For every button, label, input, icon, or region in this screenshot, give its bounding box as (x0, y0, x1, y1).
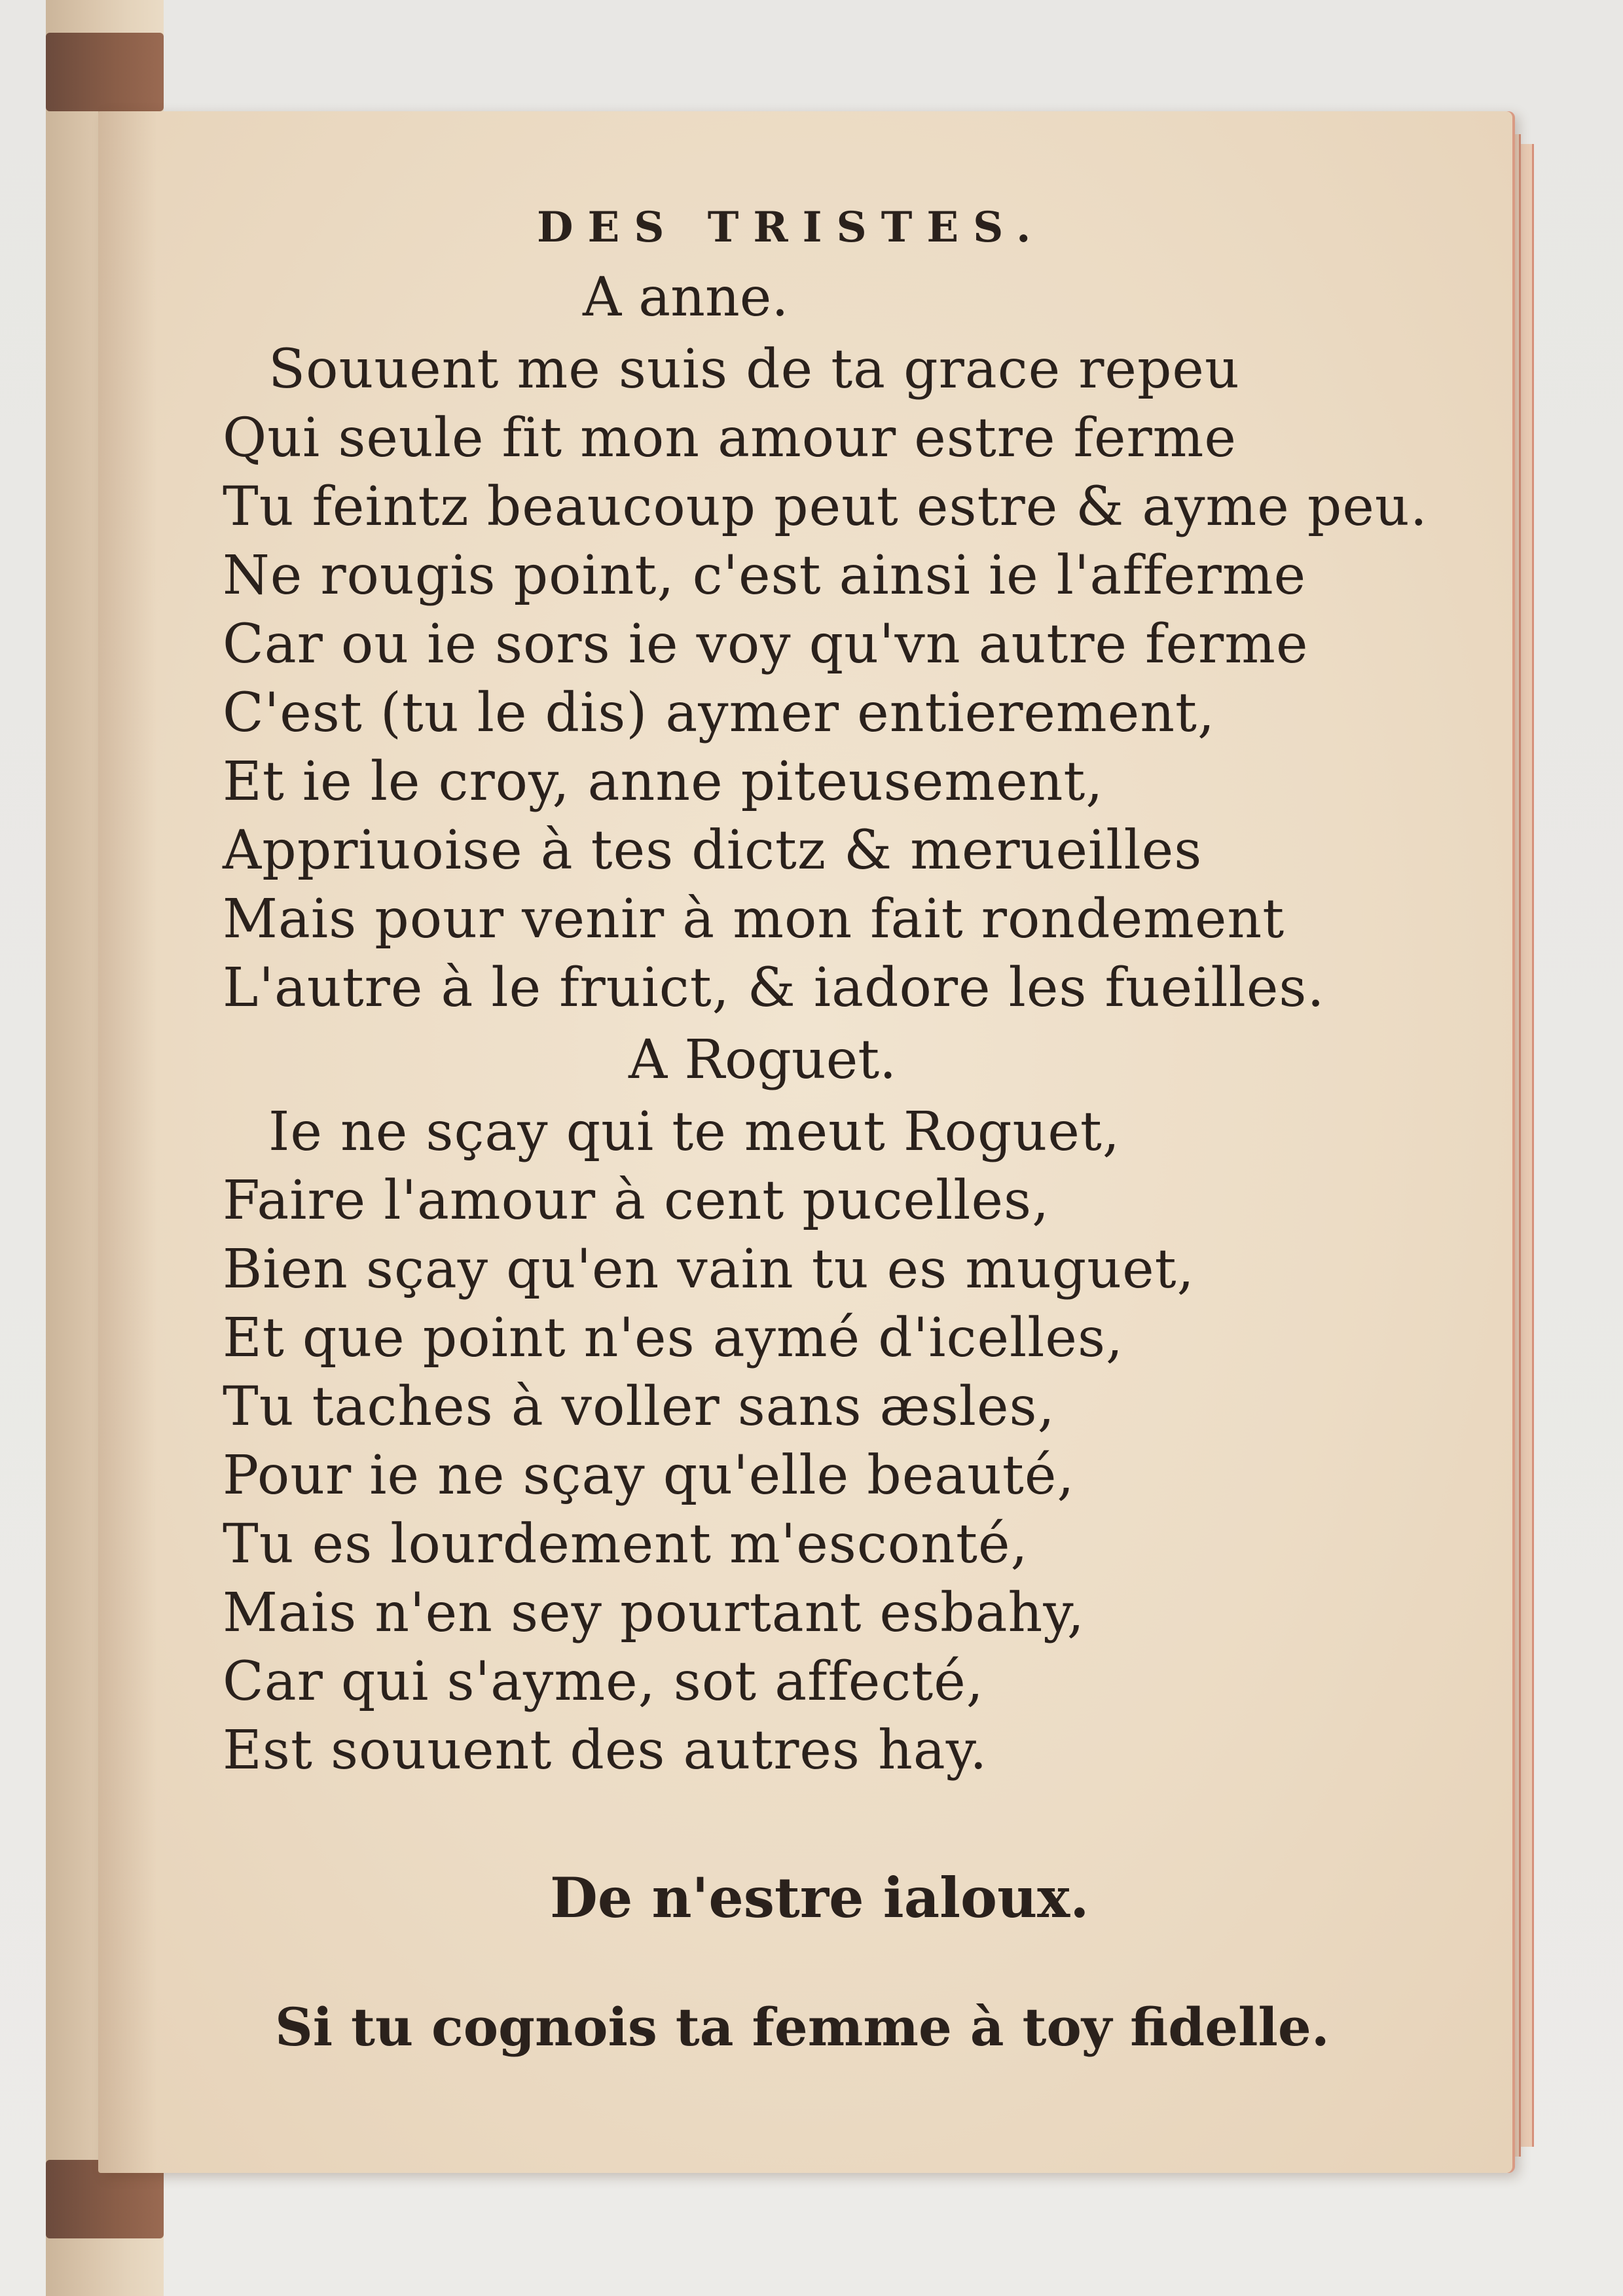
running-head: DES TRISTES. (537, 203, 1046, 252)
verse-line: Et que point n'es aymé d'icelles, (223, 1307, 1124, 1369)
verse-line: Ne rougis point, c'est ainsi ie l'afferme (223, 545, 1307, 607)
verse-line: Faire l'amour à cent pucelles, (223, 1170, 1050, 1232)
verse-line: Si tu cognois ta femme à toy fidelle. (275, 1996, 1330, 2058)
verse-line: Tu feintz beaucoup peut estre & ayme peu. (223, 476, 1428, 538)
verse-line: Appriuoise à tes dictz & merueilles (223, 819, 1203, 882)
verse-line: Et ie le croy, anne piteusement, (223, 751, 1104, 813)
verse-line: Bien sçay qu'en vain tu es muguet, (223, 1238, 1195, 1300)
verse-line: Mais pour venir à mon fait rondement (223, 888, 1285, 950)
verse-line: Ie ne sçay qui te meut Roguet, (268, 1101, 1120, 1163)
verse-line: Est souuent des autres hay. (223, 1719, 988, 1782)
verse-line: Car ou ie sors ie voy qu'vn autre ferme (223, 613, 1309, 675)
verse-line: L'autre à le fruict, & iadore les fueilles. (223, 957, 1325, 1019)
verse-line: Souuent me suis de ta grace repeu (268, 338, 1240, 401)
verse-line: Car qui s'ayme, sot affecté, (223, 1651, 984, 1713)
verse-line: Qui seule fit mon amour estre ferme (223, 407, 1237, 469)
verse-line: Pour ie ne sçay qu'elle beauté, (223, 1444, 1075, 1507)
binding-top (46, 33, 164, 111)
verse-line: C'est (tu le dis) aymer entierement, (223, 682, 1216, 744)
verse-line: Mais n'en sey pourtant esbahy, (223, 1582, 1085, 1644)
verse-line: Tu taches à voller sans æsles, (223, 1376, 1055, 1438)
poem-title: De n'estre ialoux. (550, 1865, 1089, 1930)
poem-title: A anne. (583, 266, 789, 329)
page-gutter-shadow (98, 111, 157, 2173)
verse-line: Tu es lourdement m'esconté, (223, 1513, 1029, 1575)
poem-title: A Roguet. (629, 1029, 897, 1091)
